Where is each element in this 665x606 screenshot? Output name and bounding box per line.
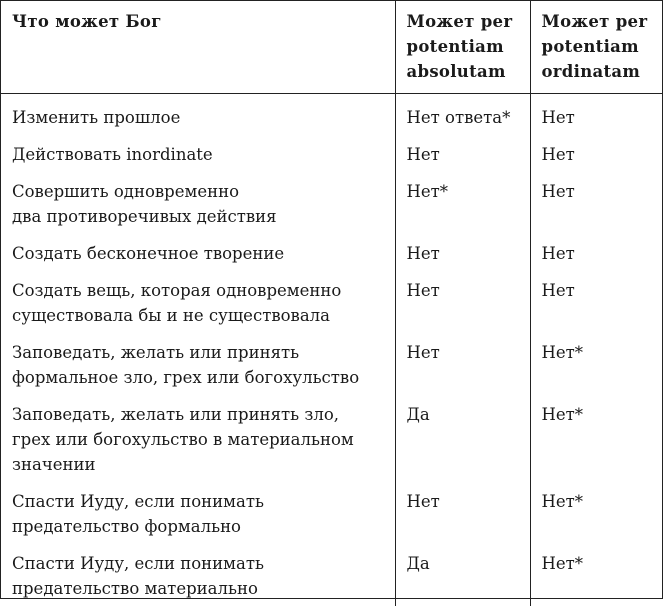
ordinate-cell: Нет: [530, 271, 662, 333]
ordinate-cell: Нет*: [530, 482, 662, 544]
action-text: Заповедать, желать или принять зло,: [12, 405, 340, 424]
header-col1-text: Что может Бог: [12, 12, 162, 31]
action-text: предательство материально: [12, 579, 258, 598]
action-cell: [1, 234, 395, 271]
absolute-cell: Нет: [395, 271, 530, 333]
ordinate-cell: Нет: [530, 94, 662, 136]
absolute-cell: Да: [395, 395, 530, 482]
action-text: Изменить прошлое: [12, 108, 181, 127]
table-row: [1, 172, 662, 234]
absolute-cell: Нет*: [395, 172, 530, 234]
ordinate-cell: Нет*: [530, 544, 662, 606]
ordinate-cell: Нет*: [530, 395, 662, 482]
action-text: Действовать inordinate: [12, 145, 213, 164]
ordinate-cell: Нет*: [530, 333, 662, 395]
absolute-cell: Нет ответа*: [395, 94, 530, 136]
action-text: формальное зло, грех или богохульство: [12, 368, 360, 387]
action-text: Заповедать, желать или принять: [12, 343, 300, 362]
action-text: два противоречивых действия: [12, 207, 277, 226]
action-text: Создать бесконечное творение: [12, 244, 285, 263]
header-what-god-can: [1, 1, 395, 94]
action-text: Создать вещь, которая одновременно: [12, 281, 342, 300]
absolute-cell: Да: [395, 544, 530, 606]
table-row: [1, 94, 662, 136]
action-cell: [1, 482, 395, 544]
ordinate-cell: Нет: [530, 135, 662, 172]
header-row: [1, 1, 662, 94]
absolute-cell: Нет: [395, 234, 530, 271]
table-row: [1, 395, 662, 482]
action-text: значении: [12, 455, 96, 474]
header-col3-line: potentiam: [541, 37, 639, 56]
table-row: [1, 544, 662, 606]
ordinate-cell: Нет: [530, 172, 662, 234]
header-col2-line: absolutam: [406, 62, 506, 81]
header-col3-line: Может per: [541, 12, 648, 31]
absolute-cell: Нет: [395, 482, 530, 544]
table: [1, 1, 662, 606]
absolute-cell: Нет: [395, 333, 530, 395]
action-text: Спасти Иуду, если понимать: [12, 492, 264, 511]
action-cell: [1, 395, 395, 482]
action-cell: [1, 333, 395, 395]
table-row: [1, 271, 662, 333]
action-text: существовала бы и не существовала: [12, 306, 330, 325]
header-col2-line: potentiam: [406, 37, 504, 56]
action-text: Совершить одновременно: [12, 182, 240, 201]
header-potentia-ordinata: [530, 1, 662, 94]
action-cell: [1, 94, 395, 136]
action-text: грех или богохульство в материальном: [12, 430, 354, 449]
header-col2-line: Может per: [406, 12, 513, 31]
ordinate-cell: Нет: [530, 234, 662, 271]
absolute-cell: Нет: [395, 135, 530, 172]
header-col3-line: ordinatam: [541, 62, 641, 81]
action-text: предательство формально: [12, 517, 241, 536]
action-cell: [1, 135, 395, 172]
action-cell: [1, 544, 395, 606]
action-text: Спасти Иуду, если понимать: [12, 554, 264, 573]
action-cell: [1, 271, 395, 333]
table-row: [1, 482, 662, 544]
action-cell: [1, 172, 395, 234]
table-row: [1, 135, 662, 172]
table-row: [1, 234, 662, 271]
table-row: [1, 333, 662, 395]
header-potentia-absoluta: [395, 1, 530, 94]
